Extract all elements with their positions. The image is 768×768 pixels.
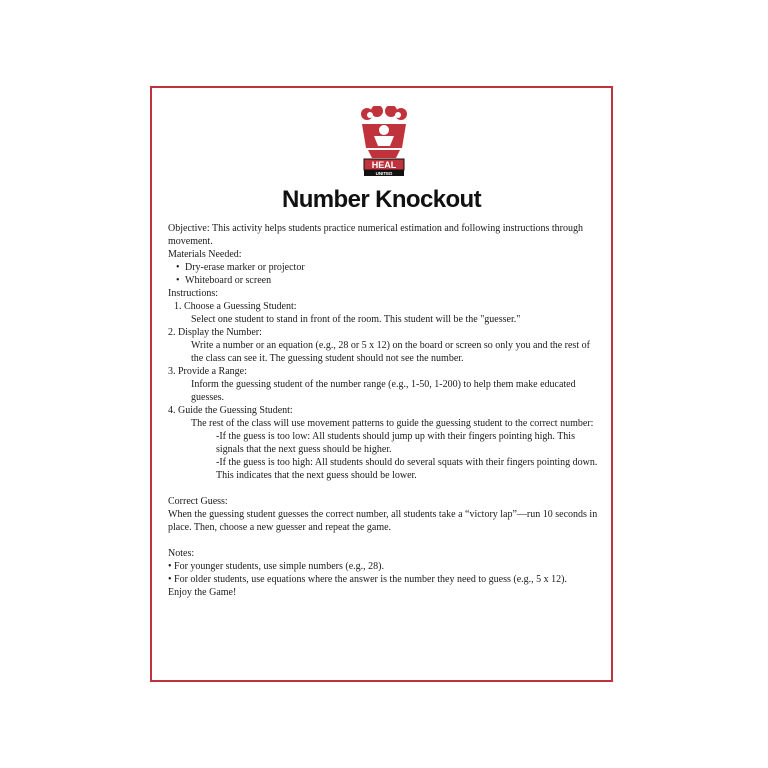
logo-subtext: UNITED bbox=[375, 171, 393, 176]
step-text: The rest of the class will use movement patterns to guide the guessing student to the correct number: bbox=[191, 418, 594, 429]
materials-heading: Materials Needed: bbox=[168, 249, 242, 260]
objective-text: Objective: This activity helps students practice numerical estimation and following instructions through movement. bbox=[168, 223, 584, 247]
logo-text: HEAL bbox=[371, 160, 397, 170]
step-text: Select one student to stand in front of the room. This student will be the "guesser." bbox=[191, 314, 521, 325]
document-body bbox=[168, 222, 604, 599]
page-title: Number Knockout bbox=[281, 186, 481, 213]
step-title: 2. Display the Number: bbox=[168, 327, 262, 338]
list-item: • Whiteboard or screen bbox=[176, 274, 604, 287]
instructions-heading: Instructions: bbox=[168, 288, 218, 299]
guide-subpoint: -If the guess is too high: All students should do several squats with their fingers pointing down. This indicates that the next guess should be lower. bbox=[216, 457, 598, 481]
list-item: • Dry-erase marker or projector bbox=[176, 261, 604, 274]
step-title: 4. Guide the Guessing Student: bbox=[168, 405, 293, 416]
materials-list bbox=[168, 261, 604, 287]
heal-united-logo bbox=[358, 106, 410, 178]
correct-guess-heading: Correct Guess: bbox=[168, 496, 228, 507]
document-page bbox=[150, 86, 613, 682]
closing-text: Enjoy the Game! bbox=[168, 587, 237, 598]
guide-subpoint: -If the guess is too low: All students should jump up with their fingers pointing high. This signals that the next guess should be higher. bbox=[216, 431, 575, 455]
step-title: 1. Choose a Guessing Student: bbox=[174, 301, 297, 312]
step-text: Write a number or an equation (e.g., 28 or 5 x 12) on the board or screen so only you and the rest of the class can see it. The guessing student should not see the number. bbox=[191, 340, 590, 364]
note-item: • For older students, use equations where the answer is the number they need to guess (e.g., 5 x 12). bbox=[168, 574, 567, 585]
note-item: • For younger students, use simple numbers (e.g., 28). bbox=[168, 561, 384, 572]
notes-heading: Notes: bbox=[168, 548, 195, 559]
correct-guess-text: When the guessing student guesses the correct number, all students take a “victory lap”—run 10 seconds in place. Then, choose a new guesser and repeat the game. bbox=[168, 509, 598, 533]
step-text: Inform the guessing student of the number range (e.g., 1-50, 1-200) to help them make educated guesses. bbox=[191, 379, 576, 403]
step-title: 3. Provide a Range: bbox=[168, 366, 247, 377]
